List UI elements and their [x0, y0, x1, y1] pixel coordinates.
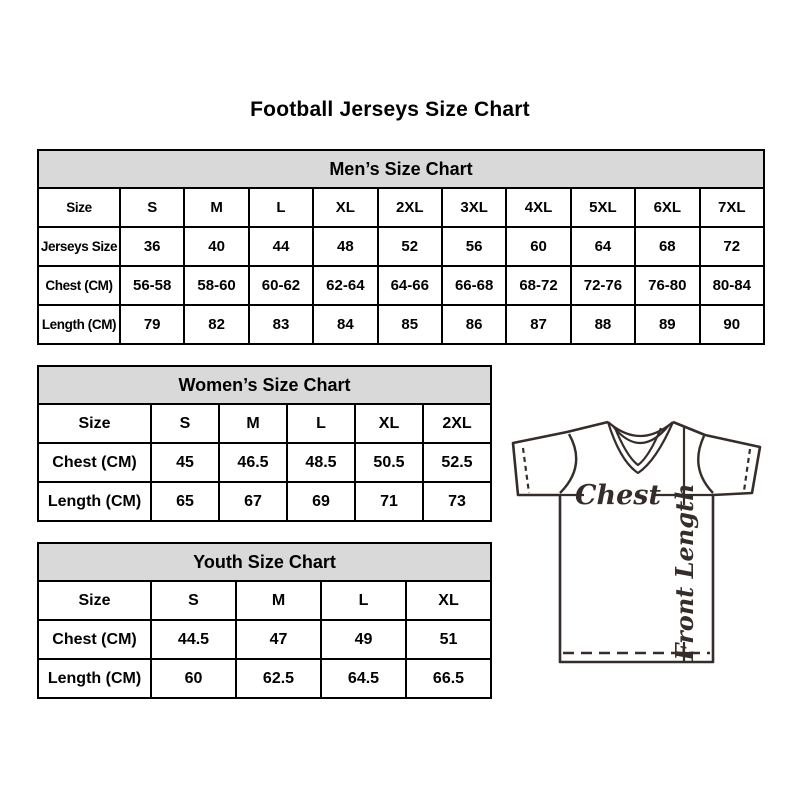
table-row — [38, 443, 491, 482]
size-value-cell: 60 — [151, 659, 236, 698]
table-row — [38, 482, 491, 521]
size-value-cell: 65 — [151, 482, 219, 521]
womens-size-table — [37, 365, 492, 522]
size-value-cell: M — [236, 581, 321, 620]
size-value-cell: 88 — [571, 305, 635, 344]
row-label-cell: Jerseys Size — [38, 227, 120, 266]
row-label-cell: Length (CM) — [38, 305, 120, 344]
size-value-cell: 6XL — [635, 188, 699, 227]
size-value-cell: S — [120, 188, 184, 227]
size-value-cell: 66.5 — [406, 659, 491, 698]
size-value-cell: L — [249, 188, 313, 227]
front-length-label: Front Length — [670, 483, 699, 661]
size-value-cell: 83 — [249, 305, 313, 344]
size-value-cell: 71 — [355, 482, 423, 521]
size-value-cell: XL — [355, 404, 423, 443]
size-value-cell: 79 — [120, 305, 184, 344]
size-value-cell: 47 — [236, 620, 321, 659]
size-value-cell: 84 — [313, 305, 377, 344]
size-value-cell: 89 — [635, 305, 699, 344]
size-value-cell: 50.5 — [355, 443, 423, 482]
size-value-cell: 67 — [219, 482, 287, 521]
size-value-cell: 80-84 — [700, 266, 764, 305]
table-row — [38, 305, 764, 344]
size-value-cell: 48 — [313, 227, 377, 266]
size-value-cell: 73 — [423, 482, 491, 521]
table-row — [38, 581, 491, 620]
size-value-cell: 62.5 — [236, 659, 321, 698]
size-value-cell: 46.5 — [219, 443, 287, 482]
size-value-cell: 60-62 — [249, 266, 313, 305]
youth-size-table — [37, 542, 492, 699]
mens-size-table — [37, 149, 765, 345]
size-value-cell: 40 — [184, 227, 248, 266]
size-value-cell: XL — [313, 188, 377, 227]
size-value-cell: 5XL — [571, 188, 635, 227]
size-value-cell: 68-72 — [506, 266, 570, 305]
row-label-cell: Size — [38, 188, 120, 227]
size-value-cell: 3XL — [442, 188, 506, 227]
size-value-cell: 69 — [287, 482, 355, 521]
table-row — [38, 620, 491, 659]
table-row — [38, 266, 764, 305]
size-value-cell: S — [151, 404, 219, 443]
size-value-cell: 58-60 — [184, 266, 248, 305]
row-label-cell: Chest (CM) — [38, 266, 120, 305]
size-value-cell: 36 — [120, 227, 184, 266]
jersey-outline-shape — [513, 422, 760, 662]
size-value-cell: 85 — [378, 305, 442, 344]
size-value-cell: 60 — [506, 227, 570, 266]
row-label-cell: Length (CM) — [38, 659, 151, 698]
size-value-cell: 52 — [378, 227, 442, 266]
size-value-cell: 82 — [184, 305, 248, 344]
table-row — [38, 188, 764, 227]
size-value-cell: 72 — [700, 227, 764, 266]
size-value-cell: 7XL — [700, 188, 764, 227]
size-value-cell: L — [287, 404, 355, 443]
size-value-cell: 56-58 — [120, 266, 184, 305]
size-value-cell: 48.5 — [287, 443, 355, 482]
size-value-cell: 4XL — [506, 188, 570, 227]
table-title: Youth Size Chart — [38, 543, 491, 581]
table-title: Women’s Size Chart — [38, 366, 491, 404]
table-row — [38, 404, 491, 443]
size-value-cell: M — [219, 404, 287, 443]
row-label-cell: Chest (CM) — [38, 443, 151, 482]
size-value-cell: 51 — [406, 620, 491, 659]
size-value-cell: 44 — [249, 227, 313, 266]
size-value-cell: 66-68 — [442, 266, 506, 305]
size-value-cell: 56 — [442, 227, 506, 266]
size-value-cell: 86 — [442, 305, 506, 344]
table-row — [38, 659, 491, 698]
size-value-cell: 45 — [151, 443, 219, 482]
table-title: Men’s Size Chart — [38, 150, 764, 188]
size-value-cell: XL — [406, 581, 491, 620]
size-value-cell: S — [151, 581, 236, 620]
size-value-cell: 68 — [635, 227, 699, 266]
row-label-cell: Length (CM) — [38, 482, 151, 521]
size-value-cell: M — [184, 188, 248, 227]
size-value-cell: 49 — [321, 620, 406, 659]
size-value-cell: 44.5 — [151, 620, 236, 659]
row-label-cell: Size — [38, 404, 151, 443]
jersey-measurement-diagram — [503, 404, 775, 668]
size-value-cell: 76-80 — [635, 266, 699, 305]
size-value-cell: 64.5 — [321, 659, 406, 698]
table-row — [38, 227, 764, 266]
size-value-cell: 90 — [700, 305, 764, 344]
size-value-cell: 72-76 — [571, 266, 635, 305]
row-label-cell: Chest (CM) — [38, 620, 151, 659]
size-value-cell: 2XL — [423, 404, 491, 443]
size-value-cell: 87 — [506, 305, 570, 344]
chest-label: Chest — [575, 480, 661, 511]
size-value-cell: 52.5 — [423, 443, 491, 482]
row-label-cell: Size — [38, 581, 151, 620]
page-title: Football Jerseys Size Chart — [250, 98, 530, 121]
size-value-cell: L — [321, 581, 406, 620]
size-value-cell: 64-66 — [378, 266, 442, 305]
size-value-cell: 2XL — [378, 188, 442, 227]
size-value-cell: 64 — [571, 227, 635, 266]
size-value-cell: 62-64 — [313, 266, 377, 305]
